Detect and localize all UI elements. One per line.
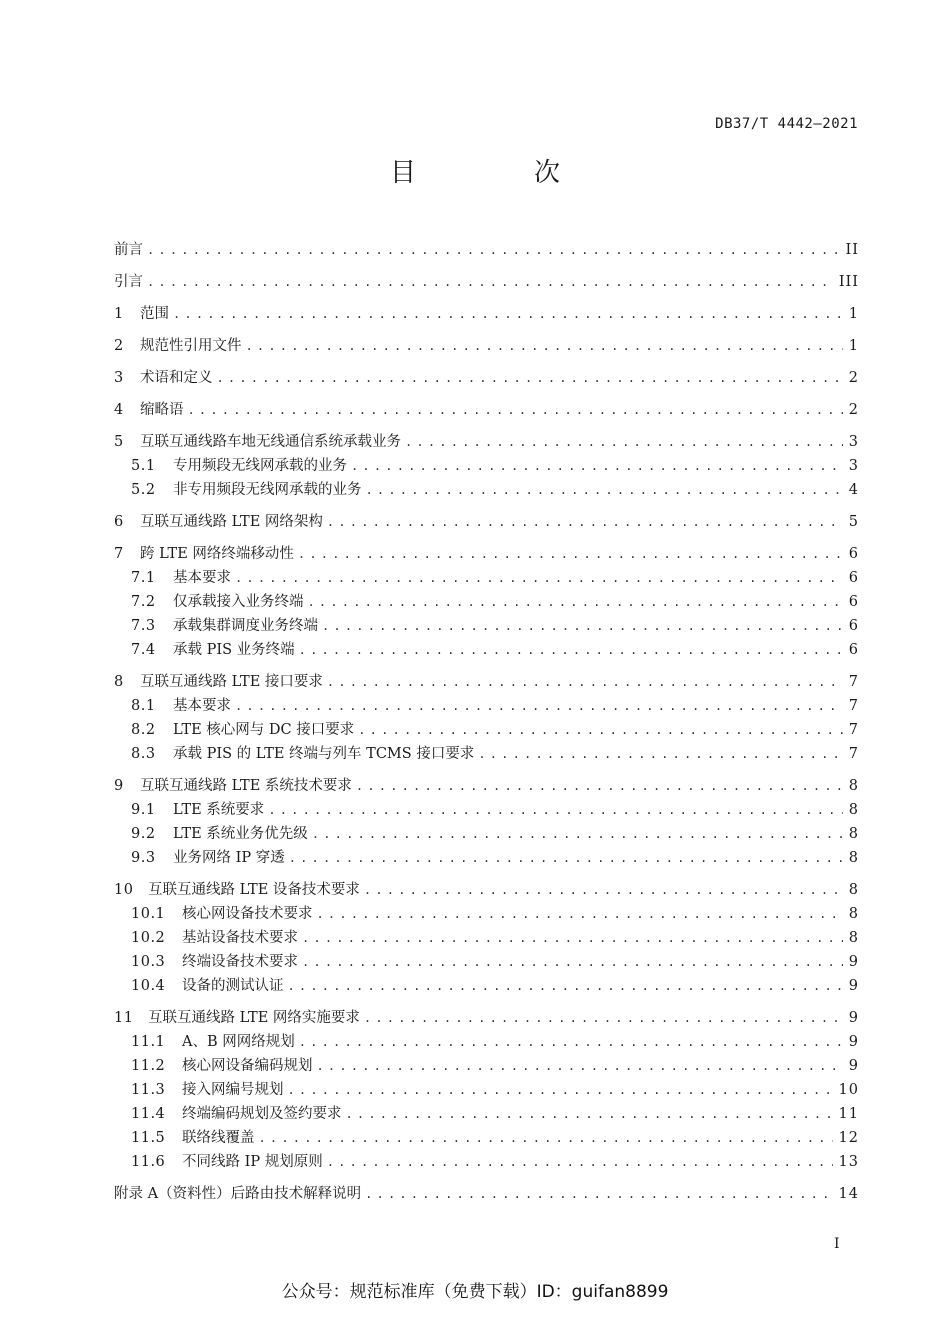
dot-leader [327,516,843,528]
toc-entry-number: 7.1 [131,570,156,586]
toc-entry-label: 终端设备技术要求 [182,954,298,970]
toc-entry[interactable] [114,926,859,950]
toc-entry[interactable] [114,718,859,742]
toc-entry-label: 设备的测试认证 [182,978,284,994]
toc-entry-number: 2 [114,338,124,354]
table-of-contents [114,238,859,1206]
dot-leader [302,932,843,944]
toc-entry-page: 6 [848,642,859,658]
toc-entry-page: 1 [848,306,859,322]
toc-title: 目 次 [389,158,606,188]
toc-entry[interactable] [114,590,859,614]
toc-entry-number: 9.1 [131,802,156,818]
toc-entry-label: 互联互通线路车地无线通信系统承载业务 [140,434,401,450]
footer-watermark-text: 公众号：规范标准库（免费下载）ID：guifan8899 [281,1282,669,1302]
toc-entry-number: 7.2 [131,594,156,610]
dot-leader [317,908,843,920]
toc-entry-page: 3 [848,434,859,450]
toc-entry-number: 9 [114,778,124,794]
toc-entry-page: 6 [848,618,859,634]
toc-entry[interactable] [114,878,859,902]
dot-leader [327,1156,833,1168]
toc-entry-number: 11.4 [131,1106,166,1122]
toc-entry-number: 11.5 [131,1130,166,1146]
toc-entry-page: 7 [848,698,859,714]
dot-leader [217,372,843,384]
toc-entry-label: 仅承载接入业务终端 [173,594,304,610]
toc-entry-page: 8 [848,882,859,898]
toc-entry-number: 5 [114,434,124,450]
toc-entry[interactable] [114,238,859,262]
toc-entry-number: 6 [114,514,124,530]
toc-entry-number: 10.3 [131,954,166,970]
toc-entry[interactable] [114,510,859,534]
toc-entry-page: 3 [848,458,859,474]
toc-entry-page: 6 [848,594,859,610]
toc-entry[interactable] [114,1054,859,1078]
toc-entry[interactable] [114,1078,859,1102]
dot-leader [312,828,843,840]
toc-entry-number: 11.2 [131,1058,166,1074]
toc-entry-page: 8 [848,778,859,794]
toc-entry-label: LTE 系统要求 [173,802,265,818]
toc-entry-label: 承载集群调度业务终端 [173,618,318,634]
toc-entry-label: 附录 A（资料性）后路由技术解释说明 [114,1186,362,1202]
toc-entry-label: 互联互通线路 LTE 接口要求 [140,674,323,690]
toc-entry[interactable] [114,334,859,358]
toc-entry[interactable] [114,566,859,590]
toc-entry[interactable] [114,638,859,662]
toc-entry-number: 3 [114,370,124,386]
toc-entry-label: 规范性引用文件 [140,338,242,354]
dot-leader [235,572,843,584]
dot-leader [268,804,842,816]
toc-entry-number: 9.3 [131,850,156,866]
dot-leader [259,1132,833,1144]
dot-leader [246,340,843,352]
dot-leader [327,676,843,688]
dot-leader [351,460,843,472]
toc-entry-page: 8 [848,850,859,866]
toc-entry-number: 4 [114,402,124,418]
toc-entry[interactable] [114,798,859,822]
toc-entry-number: 5.2 [131,482,156,498]
dot-leader [365,1188,832,1200]
dot-leader [358,724,843,736]
toc-entry-page: 8 [848,802,859,818]
toc-entry[interactable] [114,1006,859,1030]
toc-entry[interactable] [114,430,859,454]
toc-entry[interactable] [114,1030,859,1054]
dot-leader [147,276,833,288]
dot-leader [366,484,843,496]
toc-entry-label: 业务网络 IP 穿透 [173,850,285,866]
toc-entry-label: 核心网设备技术要求 [182,906,313,922]
toc-entry-number: 7 [114,546,124,562]
toc-entry-label: 联络线覆盖 [182,1130,255,1146]
dot-leader [364,1012,843,1024]
dot-leader [289,852,843,864]
toc-entry-number: 11.1 [131,1034,166,1050]
toc-entry[interactable] [114,270,859,294]
toc-entry-label: 基本要求 [173,698,231,714]
page-number: I [834,1236,840,1252]
dot-leader [288,1084,833,1096]
toc-entry[interactable] [114,542,859,566]
dot-leader [299,644,843,656]
toc-entry-number: 9.2 [131,826,156,842]
dot-leader [317,1060,843,1072]
toc-entry-page: 8 [848,906,859,922]
dot-leader [298,548,843,560]
toc-entry-label: 专用频段无线网承载的业务 [173,458,347,474]
toc-entry-label: 基本要求 [173,570,231,586]
toc-entry-page: 1 [848,338,859,354]
toc-entry[interactable] [114,366,859,390]
toc-entry-page: 9 [848,1058,859,1074]
toc-entry-label: 跨 LTE 网络终端移动性 [140,546,294,562]
toc-entry-number: 11.3 [131,1082,166,1098]
toc-entry[interactable] [114,478,859,502]
standard-code: DB37/T 4442—2021 [715,116,858,132]
toc-entry-page: 7 [848,722,859,738]
toc-entry-label: 互联互通线路 LTE 网络实施要求 [148,1010,360,1026]
toc-entry-label: LTE 核心网与 DC 接口要求 [173,722,355,738]
toc-entry[interactable] [114,454,859,478]
toc-entry-page: 6 [848,570,859,586]
toc-entry-page: III [838,274,859,290]
toc-entry-page: 8 [848,826,859,842]
dot-leader [235,700,843,712]
toc-entry[interactable] [114,694,859,718]
dot-leader [308,596,843,608]
dot-leader [322,620,843,632]
dot-leader [299,1036,843,1048]
toc-entry-label: 前言 [114,242,143,258]
toc-entry-label: 范围 [140,306,169,322]
toc-entry[interactable] [114,846,859,870]
toc-entry[interactable] [114,1126,859,1150]
toc-entry[interactable] [114,902,859,926]
toc-entry-page: 7 [848,674,859,690]
toc-entry-label: 引言 [114,274,143,290]
toc-entry-page: 7 [848,746,859,762]
toc-entry-label: 接入网编号规划 [182,1082,284,1098]
toc-entry-label: 互联互通线路 LTE 系统技术要求 [140,778,352,794]
toc-entry-page: II [845,242,859,258]
dot-leader [188,404,843,416]
toc-entry-page: 14 [838,1186,859,1202]
toc-entry[interactable] [114,974,859,998]
dot-leader [288,980,843,992]
toc-entry-page: 9 [848,954,859,970]
toc-entry-page: 9 [848,1034,859,1050]
toc-entry-label: 不同线路 IP 规划原则 [182,1154,323,1170]
toc-entry[interactable] [114,670,859,694]
toc-entry-number: 7.3 [131,618,156,634]
toc-entry[interactable] [114,1150,859,1174]
toc-entry-number: 8 [114,674,124,690]
toc-entry-page: 13 [838,1154,859,1170]
dot-leader [356,780,843,792]
toc-entry-page: 6 [848,546,859,562]
toc-entry[interactable] [114,822,859,846]
toc-entry-label: 承载 PIS 的 LTE 终端与列车 TCMS 接口要求 [173,746,475,762]
toc-entry-label: 核心网设备编码规划 [182,1058,313,1074]
dot-leader [405,436,843,448]
toc-entry-number: 10.1 [131,906,166,922]
toc-entry-number: 8.2 [131,722,156,738]
toc-entry-number: 10.2 [131,930,166,946]
toc-entry-page: 12 [838,1130,859,1146]
toc-entry-page: 4 [848,482,859,498]
toc-entry[interactable] [114,614,859,638]
dot-leader [302,956,843,968]
toc-entry-label: 缩略语 [140,402,184,418]
dot-leader [364,884,843,896]
toc-entry[interactable] [114,742,859,766]
toc-entry[interactable] [114,950,859,974]
toc-entry-page: 11 [838,1106,859,1122]
toc-entry-number: 11 [114,1010,134,1026]
toc-entry-number: 11.6 [131,1154,166,1170]
toc-entry-label: 术语和定义 [140,370,213,386]
dot-leader [478,748,842,760]
toc-entry-label: 基站设备技术要求 [182,930,298,946]
toc-entry-label: A、B 网网络规划 [182,1034,295,1050]
toc-entry-label: 互联互通线路 LTE 网络架构 [140,514,323,530]
toc-entry-number: 10 [114,882,134,898]
toc-entry[interactable] [114,1182,859,1206]
toc-entry-number: 8.1 [131,698,156,714]
toc-entry[interactable] [114,398,859,422]
toc-entry-page: 9 [848,978,859,994]
toc-entry[interactable] [114,1102,859,1126]
toc-entry-number: 8.3 [131,746,156,762]
toc-entry-label: 终端编码规划及签约要求 [182,1106,342,1122]
toc-entry-page: 2 [848,402,859,418]
toc-entry-number: 7.4 [131,642,156,658]
toc-entry[interactable] [114,302,859,326]
toc-entry-page: 5 [848,514,859,530]
toc-entry-number: 1 [114,306,124,322]
dot-leader [346,1108,833,1120]
toc-entry-label: 非专用频段无线网承载的业务 [173,482,362,498]
dot-leader [147,244,840,256]
toc-entry-number: 5.1 [131,458,156,474]
toc-entry-page: 2 [848,370,859,386]
toc-entry-page: 8 [848,930,859,946]
dot-leader [173,308,843,320]
toc-entry-label: 承载 PIS 业务终端 [173,642,295,658]
toc-entry[interactable] [114,774,859,798]
toc-entry-label: LTE 系统业务优先级 [173,826,308,842]
toc-entry-label: 互联互通线路 LTE 设备技术要求 [148,882,360,898]
toc-entry-page: 10 [838,1082,859,1098]
toc-entry-number: 10.4 [131,978,166,994]
toc-entry-page: 9 [848,1010,859,1026]
